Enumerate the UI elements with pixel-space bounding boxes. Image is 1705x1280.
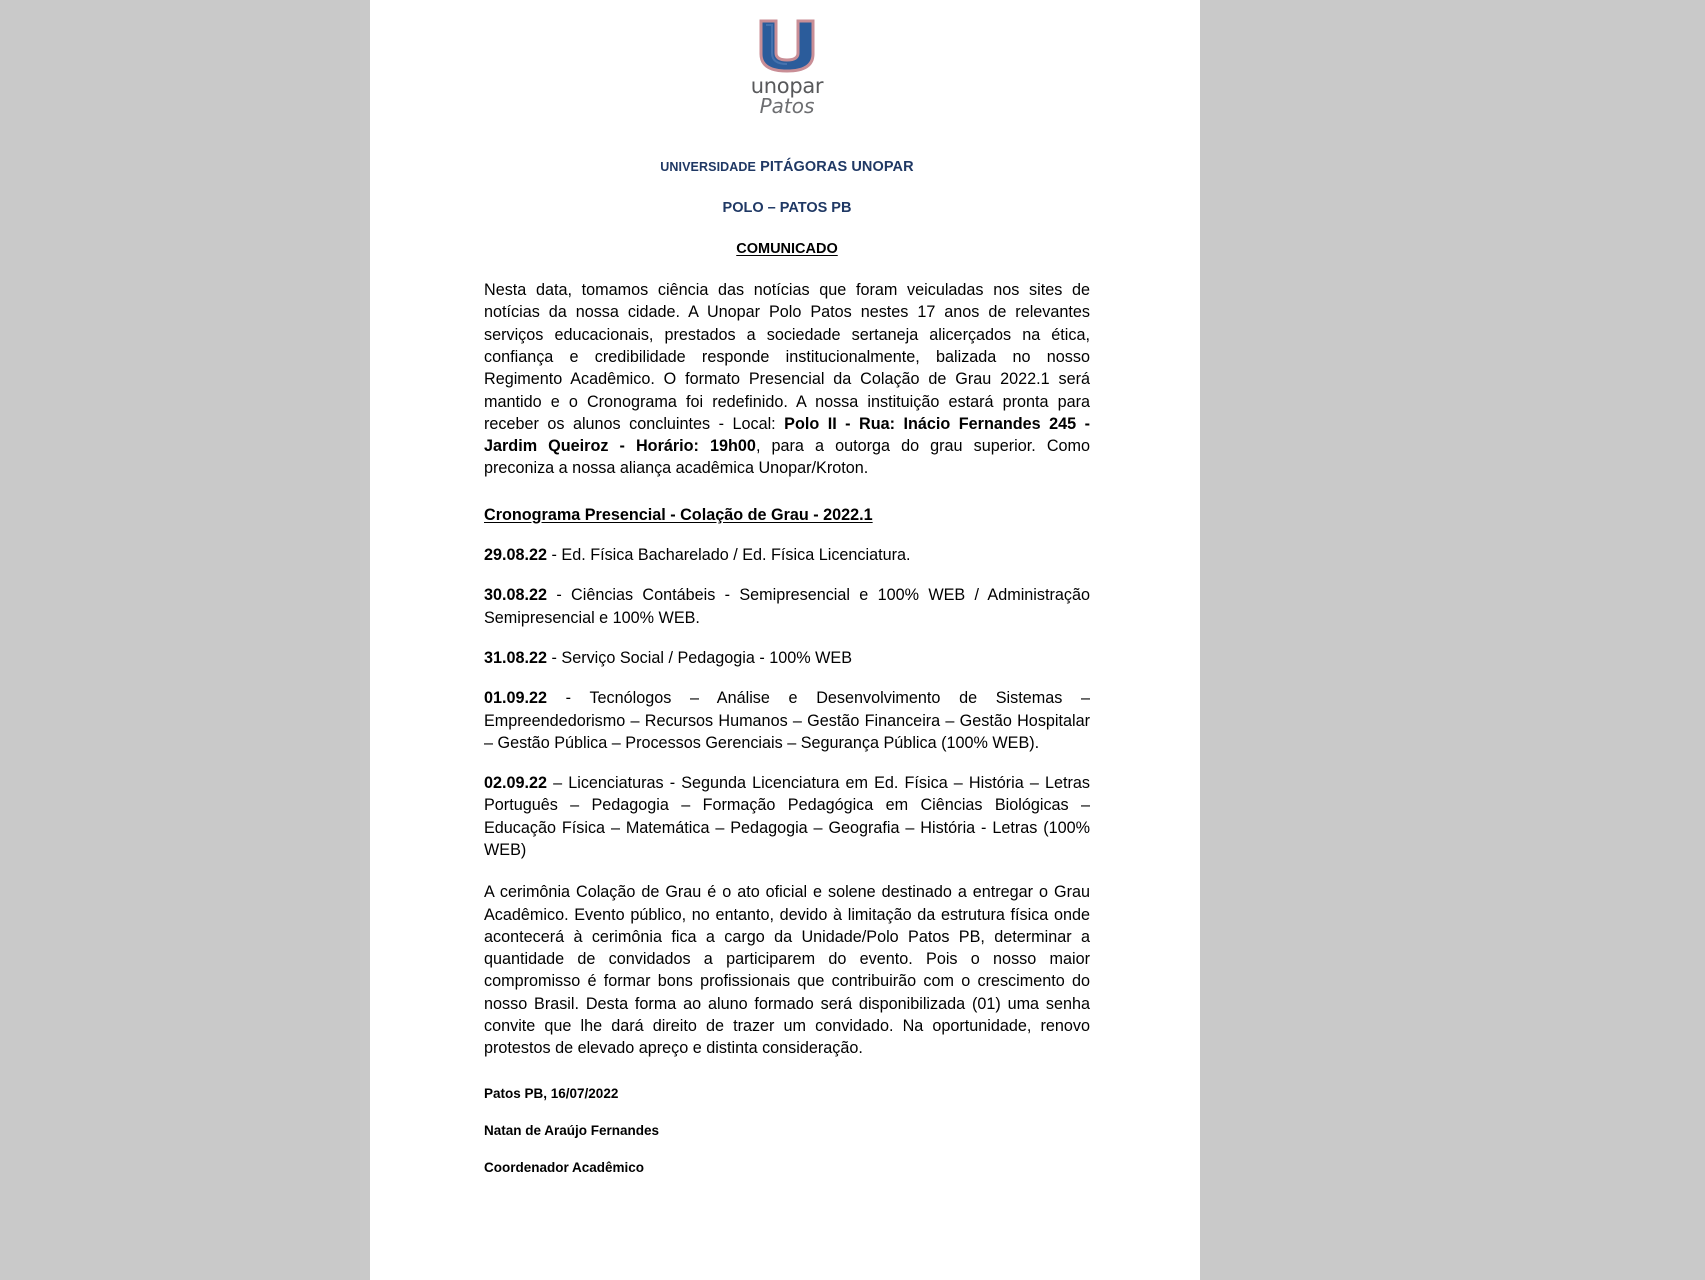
schedule-item-date: 02.09.22 [484,774,548,793]
unopar-logo [737,18,837,117]
signature-place-date: Patos PB, 16/07/2022 [484,1085,619,1101]
schedule-item [484,584,1090,629]
university-heading [484,159,1090,175]
schedule-item-text: - Ed. Física Bacharelado / Ed. Física Licenciatura. [547,546,911,565]
logo-wordmark: unopar [750,74,824,98]
document-page [370,0,1200,1280]
polo-heading: POLO – PATOS PB [722,200,852,217]
intro-text-part1: Nesta data, tomamos ciência das notícias que foram veiculadas nos sites de notícias da nossa cidade. A Unopar Polo Patos nestes 17 anos de relevantes serviços educacionais, prestados a sociedade sertaneja alicerçados na ética, confiança e credibilidade responde institucionalmente, balizada no nosso Regimento Acadêmico. O formato Presencial da Colação de Grau 2022.1 será mantido e o Cronograma foi redefinido. A nossa instituição estará pronta para receber os alunos concluintes - Local: [484,281,1090,433]
schedule-item-date: 01.09.22 [484,689,548,708]
document-type-heading [484,241,1090,257]
logo-subtitle: Patos [759,94,815,119]
schedule-item-date: 29.08.22 [484,546,548,565]
schedule-item [484,687,1090,754]
schedule-item-text: – Licenciaturas - Segunda Licenciatura em Ed. Física – História – Letras Português – Pedagogia – Formação Pedagógica em Ciências Biológicas – Educação Física – Matemática – Pedagogia – Geografia – História - Letras (100% WEB) [484,774,1090,859]
letter-u-mark-icon [755,18,819,74]
schedule-item-text: - Serviço Social / Pedagogia - 100% WEB [547,648,853,667]
schedule-item [484,647,1090,669]
intro-text-part2: , para a outorga do grau superior. Como preconiza a nossa aliança acadêmica Unopar/Kroton. [484,437,1090,478]
schedule-item [484,544,1090,566]
intro-location-bold: Polo II - Rua: Inácio Fernandes 245 - Jardim Queiroz - Horário: 19h00 [484,414,1090,456]
intro-paragraph [484,279,1090,480]
schedule-item-text: - Ciências Contábeis - Semipresencial e 100% WEB / Administração Semipresencial e 100% WEB. [484,586,1090,627]
document-content [484,0,1090,1175]
university-heading-main: PITÁGORAS UNOPAR [760,159,914,176]
schedule-item [484,772,1090,861]
document-type-label: COMUNICADO [736,241,838,258]
university-heading-prefix: UNIVERSIDADE [660,160,756,175]
schedule-item-date: 31.08.22 [484,648,548,667]
schedule-item-date: 30.08.22 [484,586,548,605]
schedule-heading-label: Cronograma Presencial - Colação de Grau - 2022.1 [484,505,873,524]
closing-paragraph: A cerimônia Colação de Grau é o ato oficial e solene destinado a entregar o Grau Acadêmico. Evento público, no entanto, devido à limitação da estrutura física onde acontecerá à cerimônia fica a cargo da Unidade/Polo Patos PB, determinar a quantidade de convidados a participarem do evento. Pois o nosso maior compromisso é formar bons profissionais que contribuirão com o crescimento do nosso Brasil. Desta forma ao aluno formado será disponibilizada (01) uma senha convite que lhe dará direito de trazer um convidado. Na oportunidade, renovo protestos de elevado apreço e distinta consideração. [484,883,1090,1058]
schedule-heading [484,504,1090,526]
schedule-item-text: - Tecnólogos – Análise e Desenvolvimento de Sistemas – Empreendedorismo – Recursos Humanos – Gestão Financeira – Gestão Hospitalar – Gestão Pública – Processos Gerenciais – Segurança Pública (100% WEB). [484,689,1090,752]
signature-name: Natan de Araújo Fernandes [484,1122,660,1138]
signature-role: Coordenador Acadêmico [484,1159,645,1175]
